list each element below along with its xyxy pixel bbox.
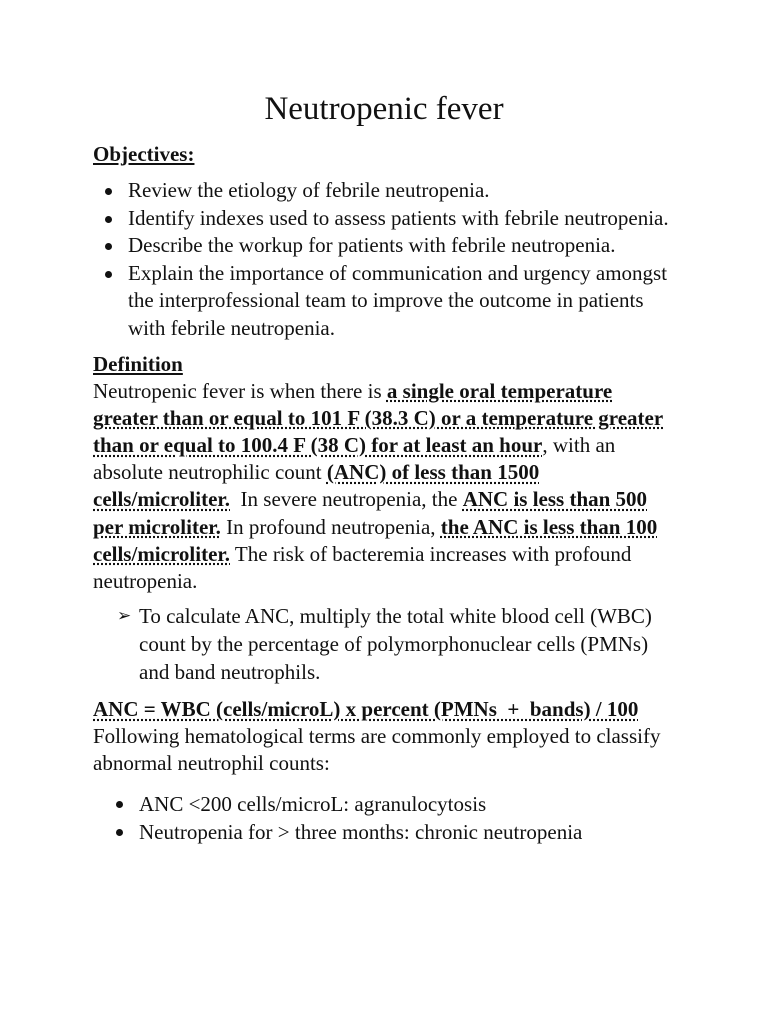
bullet-icon — [105, 216, 112, 223]
bullet-icon — [116, 829, 123, 836]
list-item — [93, 232, 675, 260]
definition-paragraph — [93, 378, 675, 596]
definition-text: Neutropenic fever is when there is — [93, 378, 387, 403]
classification-text: Neutropenia for > three months: chronic neutropenia — [139, 819, 583, 844]
definition-text: In profound neutropenia, — [220, 514, 441, 539]
objectives-heading: Objectives: — [93, 142, 195, 166]
bullet-icon — [105, 271, 112, 278]
definition-text: In severe neutropenia, the — [230, 487, 463, 512]
bullet-icon — [116, 801, 123, 808]
bullet-icon — [105, 243, 112, 250]
list-item — [93, 790, 675, 818]
anc-instruction-text: To calculate ANC, multiply the total white blood cell (WBC) count by the percentage of polymorphonuclear cells (PMNs) and band neutrophils. — [139, 604, 652, 685]
bullet-icon — [105, 188, 112, 195]
classification-intro: Following hematological terms are commonly employed to classify abnormal neutrophil counts: — [93, 724, 661, 776]
temperature-criteria: a single oral temperature greater than or equal to 101 F (38.3 C) or a temperature greater than or equal to 100.4 F (38 C) for at least an hour — [93, 378, 664, 457]
anc-threshold: (ANC) of less than 1500 cells/microliter. — [93, 460, 540, 512]
profound-threshold: the ANC is less than 100 cells/microliter. — [93, 514, 658, 566]
objective-text: Describe the workup for patients with febrile neutropenia. — [128, 233, 616, 258]
definition-text: , with an absolute neutrophilic count — [93, 432, 616, 485]
definition-text: The risk of bacteremia increases with profound neutropenia. — [93, 541, 632, 593]
page-title: Neutropenic fever — [264, 91, 504, 127]
list-item — [93, 260, 675, 343]
list-item — [93, 818, 675, 846]
list-item — [93, 205, 675, 233]
objective-text: Explain the importance of communication and urgency amongst the interprofessional team to improve the outcome in patients with febrile neutropenia. — [128, 260, 668, 340]
arrow-bullet-icon: ➢ — [117, 606, 132, 626]
classification-text: ANC <200 cells/microL: agranulocytosis — [139, 791, 487, 816]
classification-list — [93, 790, 675, 846]
anc-instruction-item — [93, 602, 675, 686]
list-item — [93, 177, 675, 205]
anc-formula: ANC = WBC (cells/microL) x percent (PMNs + bands) / 100 — [93, 697, 639, 722]
objectives-list — [93, 177, 675, 343]
definition-heading: Definition — [93, 351, 183, 376]
objective-text: Review the etiology of febrile neutropenia. — [128, 178, 490, 202]
objective-text: Identify indexes used to assess patients with febrile neutropenia. — [128, 205, 669, 230]
severe-threshold: ANC is less than 500 per microliter. — [93, 487, 648, 539]
